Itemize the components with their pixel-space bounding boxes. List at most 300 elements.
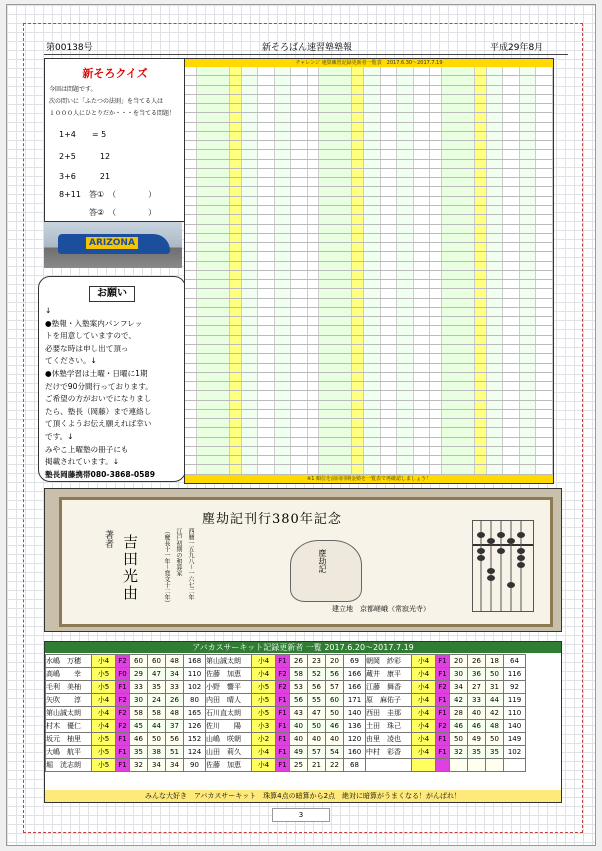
ranking-footer: ※1 順位を前回同期金塾を一覧表で再確認しましょう！	[185, 475, 553, 483]
ranking-cell	[275, 345, 292, 353]
ranking-cell	[352, 364, 364, 372]
ranking-cell	[364, 308, 381, 316]
ranking-cell	[364, 373, 381, 381]
ranking-cell	[414, 169, 431, 177]
ranking-cell	[442, 178, 475, 186]
ranking-cell	[487, 317, 504, 325]
ranking-cell	[475, 95, 487, 103]
ranking-cell	[230, 317, 242, 325]
abacus-cell: 120	[344, 733, 366, 746]
ranking-cell	[414, 197, 431, 205]
ranking-cell	[442, 215, 475, 223]
ranking-cell	[258, 169, 275, 177]
ranking-row	[185, 141, 553, 150]
abacus-cell: 坂元 柚里	[46, 733, 92, 746]
ranking-cell	[503, 95, 520, 103]
ranking-cell	[381, 197, 398, 205]
ranking-cell	[185, 391, 197, 399]
ranking-cell	[185, 234, 197, 242]
ranking-cell	[185, 382, 197, 390]
abacus-cell: 33	[166, 681, 184, 694]
ranking-row	[185, 178, 553, 187]
ranking-cell	[308, 169, 320, 177]
ranking-cell	[308, 438, 320, 446]
ranking-cell	[364, 178, 381, 186]
ranking-cell	[230, 419, 242, 427]
abacus-cell: 60	[130, 655, 148, 668]
ranking-cell	[381, 428, 398, 436]
ranking-cell	[475, 364, 487, 372]
ranking-cell	[381, 262, 398, 270]
ranking-cell	[291, 419, 308, 427]
ranking-cell	[275, 410, 292, 418]
abacus-cell: 小4	[92, 655, 116, 668]
ranking-cell	[487, 86, 504, 94]
ranking-cell	[319, 206, 352, 214]
ranking-cell	[308, 113, 320, 121]
ranking-cell	[536, 419, 553, 427]
ranking-cell	[397, 243, 414, 251]
ranking-cell	[308, 123, 320, 131]
abacus-cell: 小5	[92, 668, 116, 681]
ranking-cell	[520, 465, 537, 473]
ranking-cell	[185, 76, 197, 84]
ranking-cell	[430, 234, 442, 242]
abacus-cell: 40	[290, 733, 308, 746]
ranking-cell	[475, 391, 487, 399]
ranking-cell	[275, 401, 292, 409]
ranking-cell	[242, 271, 259, 279]
ranking-cell	[397, 391, 414, 399]
ranking-body	[185, 67, 553, 475]
ranking-cell	[381, 299, 398, 307]
abacus-cell: F2	[116, 720, 130, 733]
ranking-cell	[319, 410, 352, 418]
ranking-cell	[308, 317, 320, 325]
ranking-cell	[242, 113, 259, 121]
ranking-cell	[381, 345, 398, 353]
ranking-cell	[503, 123, 520, 131]
ranking-cell	[430, 141, 442, 149]
ranking-cell	[520, 391, 537, 399]
ranking-row	[185, 354, 553, 363]
ranking-cell	[197, 178, 230, 186]
ranking-cell	[185, 67, 197, 75]
ranking-cell	[258, 465, 275, 473]
ranking-cell	[242, 95, 259, 103]
ranking-cell	[536, 317, 553, 325]
ranking-cell	[352, 354, 364, 362]
ranking-cell	[487, 401, 504, 409]
ranking-cell	[397, 95, 414, 103]
abacus-cell: 149	[504, 733, 526, 746]
ranking-cell	[308, 401, 320, 409]
ranking-cell	[520, 234, 537, 242]
ranking-cell	[414, 280, 431, 288]
abacus-cell: 30	[130, 694, 148, 707]
ranking-cell	[442, 252, 475, 260]
ranking-cell	[291, 465, 308, 473]
ranking-cell	[442, 197, 475, 205]
notice-body	[45, 305, 183, 481]
airplane-photo	[44, 222, 182, 268]
ranking-cell	[536, 299, 553, 307]
ranking-cell	[520, 67, 537, 75]
ranking-cell	[414, 364, 431, 372]
ranking-cell	[430, 113, 442, 121]
ranking-cell	[487, 326, 504, 334]
ranking-cell	[520, 326, 537, 334]
stone-inscription: 塵劫記	[318, 549, 327, 573]
ranking-cell	[352, 197, 364, 205]
abacus-cell: 40	[468, 707, 486, 720]
abacus-cell: 40	[308, 733, 326, 746]
ranking-cell	[308, 271, 320, 279]
ranking-cell	[442, 419, 475, 427]
ranking-cell	[442, 354, 475, 362]
ranking-cell	[381, 354, 398, 362]
ranking-cell	[430, 160, 442, 168]
abacus-cell: 小5	[92, 681, 116, 694]
ranking-cell	[275, 428, 292, 436]
abacus-cell: 160	[344, 746, 366, 759]
ranking-cell	[503, 262, 520, 270]
ranking-cell	[275, 215, 292, 223]
ranking-cell	[291, 299, 308, 307]
ranking-cell	[197, 438, 230, 446]
ranking-cell	[397, 178, 414, 186]
ranking-cell	[536, 382, 553, 390]
ranking-cell	[475, 123, 487, 131]
abacus-drawing	[473, 521, 533, 611]
ranking-cell	[185, 326, 197, 334]
notice-line: 掲載されています。↓	[45, 457, 120, 467]
abacus-table-title: アバカスサーキット記録更新者 一覧 2017.6.20～2017.7.19	[45, 642, 561, 653]
ranking-row	[185, 132, 553, 141]
ranking-cell	[430, 326, 442, 334]
ranking-cell	[487, 225, 504, 233]
abacus-cell: 44	[486, 694, 504, 707]
ranking-cell	[397, 132, 414, 140]
ranking-cell	[352, 141, 364, 149]
ranking-cell	[364, 150, 381, 158]
ranking-cell	[475, 197, 487, 205]
abacus-cell: F2	[436, 720, 450, 733]
ranking-cell	[291, 86, 308, 94]
ranking-cell	[475, 132, 487, 140]
ranking-cell	[430, 428, 442, 436]
ranking-cell	[475, 262, 487, 270]
abacus-cell: 43	[290, 707, 308, 720]
ranking-cell	[291, 317, 308, 325]
ranking-cell	[414, 95, 431, 103]
ranking-cell	[185, 206, 197, 214]
ranking-cell	[197, 187, 230, 195]
ranking-cell	[275, 225, 292, 233]
abacus-cell: 60	[148, 655, 166, 668]
ranking-cell	[242, 215, 259, 223]
ranking-cell	[430, 373, 442, 381]
ranking-cell	[291, 382, 308, 390]
ranking-cell	[536, 271, 553, 279]
ranking-cell	[291, 197, 308, 205]
ranking-cell	[397, 86, 414, 94]
ranking-cell	[185, 169, 197, 177]
ranking-cell	[503, 187, 520, 195]
ranking-cell	[536, 336, 553, 344]
ranking-cell	[185, 86, 197, 94]
ranking-cell	[364, 354, 381, 362]
abacus-row	[46, 707, 526, 720]
ranking-cell	[352, 123, 364, 131]
ranking-row	[185, 401, 553, 410]
ranking-row	[185, 206, 553, 215]
ranking-cell	[197, 364, 230, 372]
ranking-cell	[442, 271, 475, 279]
abacus-cell	[436, 759, 450, 772]
ranking-cell	[442, 364, 475, 372]
ranking-cell	[381, 215, 398, 223]
ranking-cell	[185, 317, 197, 325]
ranking-cell	[536, 160, 553, 168]
ranking-cell	[275, 141, 292, 149]
ranking-cell	[185, 456, 197, 464]
ranking-cell	[291, 104, 308, 112]
abacus-cell: F2	[116, 655, 130, 668]
ranking-cell	[442, 438, 475, 446]
ranking-cell	[258, 67, 275, 75]
ranking-cell	[308, 465, 320, 473]
ranking-cell	[230, 86, 242, 94]
abacus-cell: 佐藤 加恵	[206, 759, 252, 772]
ranking-cell	[503, 364, 520, 372]
ranking-cell	[487, 76, 504, 84]
ranking-cell	[258, 234, 275, 242]
ranking-cell	[414, 419, 431, 427]
ranking-cell	[185, 252, 197, 260]
ranking-cell	[319, 345, 352, 353]
abacus-cell: 40	[326, 733, 344, 746]
abacus-cell: 56	[166, 733, 184, 746]
ranking-cell	[185, 132, 197, 140]
ranking-cell	[520, 169, 537, 177]
ranking-cell	[352, 299, 364, 307]
ranking-row	[185, 336, 553, 345]
ranking-cell	[503, 317, 520, 325]
ranking-cell	[230, 438, 242, 446]
ranking-cell	[319, 187, 352, 195]
ranking-cell	[275, 187, 292, 195]
abacus-row	[46, 668, 526, 681]
ranking-cell	[414, 141, 431, 149]
ranking-cell	[275, 447, 292, 455]
ranking-cell	[258, 419, 275, 427]
ranking-cell	[475, 104, 487, 112]
ranking-cell	[352, 438, 364, 446]
ranking-cell	[381, 438, 398, 446]
ranking-cell	[258, 428, 275, 436]
ranking-cell	[308, 456, 320, 464]
ranking-cell	[242, 243, 259, 251]
ranking-cell	[242, 132, 259, 140]
abacus-cell: 54	[326, 746, 344, 759]
ranking-cell	[475, 113, 487, 121]
ranking-cell	[308, 289, 320, 297]
ranking-cell	[291, 345, 308, 353]
airplane-logo: ARIZONA	[86, 237, 138, 249]
ranking-cell	[381, 104, 398, 112]
ranking-cell	[475, 225, 487, 233]
notice-line: みやこ上曜塾の冊子にも	[45, 444, 129, 454]
ranking-cell	[230, 67, 242, 75]
ranking-cell	[442, 317, 475, 325]
ranking-cell	[197, 447, 230, 455]
ranking-cell	[319, 215, 352, 223]
ranking-cell	[503, 113, 520, 121]
ranking-cell	[430, 95, 442, 103]
ranking-cell	[397, 419, 414, 427]
ranking-cell	[291, 150, 308, 158]
ranking-cell	[185, 336, 197, 344]
ranking-cell	[397, 160, 414, 168]
ranking-cell	[197, 326, 230, 334]
issue-number: 第00138号	[46, 43, 93, 53]
abacus-cell: F2	[116, 707, 130, 720]
ranking-row	[185, 289, 553, 298]
ranking-cell	[242, 225, 259, 233]
ranking-cell	[475, 86, 487, 94]
abacus-cell: 34	[166, 668, 184, 681]
ranking-cell	[520, 225, 537, 233]
ranking-cell	[308, 447, 320, 455]
abacus-cell: F1	[116, 746, 130, 759]
ranking-cell	[475, 419, 487, 427]
ranking-cell	[230, 401, 242, 409]
ranking-cell	[291, 243, 308, 251]
ranking-cell	[487, 215, 504, 223]
ranking-cell	[308, 280, 320, 288]
ranking-cell	[352, 206, 364, 214]
ranking-cell	[352, 271, 364, 279]
abacus-cell: 西田 圭那	[366, 707, 412, 720]
ranking-cell	[291, 132, 308, 140]
abacus-cell: F1	[116, 759, 130, 772]
abacus-cell: 152	[184, 733, 206, 746]
ranking-cell	[197, 160, 230, 168]
notice-line: たら、塾長（岡藤）まで連絡し	[45, 406, 152, 416]
ranking-cell	[397, 197, 414, 205]
ranking-cell	[291, 262, 308, 270]
ranking-cell	[364, 391, 381, 399]
ranking-cell	[275, 336, 292, 344]
ranking-cell	[197, 234, 230, 242]
ranking-cell	[442, 76, 475, 84]
ranking-cell	[230, 141, 242, 149]
ranking-cell	[275, 104, 292, 112]
abacus-cell: 46	[468, 720, 486, 733]
ranking-cell	[414, 373, 431, 381]
ranking-cell	[230, 308, 242, 316]
ranking-cell	[520, 215, 537, 223]
abacus-cell: 57	[308, 746, 326, 759]
ranking-cell	[414, 289, 431, 297]
ranking-row	[185, 382, 553, 391]
ranking-cell	[381, 141, 398, 149]
ranking-row	[185, 447, 553, 456]
abacus-cell: F1	[276, 694, 290, 707]
ranking-cell	[185, 354, 197, 362]
abacus-cell: 168	[184, 655, 206, 668]
ranking-cell	[520, 410, 537, 418]
ranking-cell	[308, 178, 320, 186]
notice-line: 必要な時は申し出て頂っ	[45, 343, 129, 353]
abacus-cell: 126	[184, 720, 206, 733]
abacus-cell: 山田 莉久	[206, 746, 252, 759]
ranking-cell	[487, 428, 504, 436]
abacus-cell: 32	[130, 759, 148, 772]
ranking-cell	[442, 113, 475, 121]
ranking-cell	[520, 438, 537, 446]
ranking-cell	[197, 197, 230, 205]
ranking-cell	[503, 299, 520, 307]
ranking-row	[185, 67, 553, 76]
ranking-cell	[536, 289, 553, 297]
ranking-cell	[397, 410, 414, 418]
ranking-row	[185, 271, 553, 280]
abacus-cell: F2	[276, 681, 290, 694]
ranking-cell	[475, 308, 487, 316]
ranking-cell	[397, 252, 414, 260]
ranking-cell	[475, 447, 487, 455]
ranking-cell	[258, 410, 275, 418]
ranking-cell	[258, 95, 275, 103]
ranking-cell	[275, 234, 292, 242]
ranking-cell	[197, 215, 230, 223]
ranking-cell	[475, 141, 487, 149]
ranking-cell	[414, 243, 431, 251]
ranking-cell	[397, 206, 414, 214]
ranking-cell	[536, 169, 553, 177]
ranking-cell	[381, 123, 398, 131]
ranking-cell	[197, 67, 230, 75]
abacus-cell: 34	[450, 681, 468, 694]
ranking-cell	[397, 345, 414, 353]
ranking-cell	[364, 262, 381, 270]
ranking-cell	[308, 382, 320, 390]
ranking-cell	[475, 401, 487, 409]
abacus-cell: 33	[130, 681, 148, 694]
ranking-cell	[503, 419, 520, 427]
ranking-cell	[197, 150, 230, 158]
ranking-row	[185, 364, 553, 373]
ranking-cell	[197, 336, 230, 344]
ranking-cell	[291, 160, 308, 168]
ranking-cell	[503, 308, 520, 316]
ranking-cell	[275, 206, 292, 214]
ranking-cell	[291, 169, 308, 177]
ranking-cell	[364, 86, 381, 94]
ranking-cell	[503, 401, 520, 409]
ranking-cell	[536, 141, 553, 149]
ranking-cell	[230, 132, 242, 140]
ranking-cell	[414, 354, 431, 362]
ranking-cell	[520, 123, 537, 131]
ranking-cell	[536, 280, 553, 288]
abacus-cell: 小4	[412, 668, 436, 681]
ranking-cell	[487, 262, 504, 270]
ranking-cell	[185, 364, 197, 372]
ranking-cell	[319, 95, 352, 103]
